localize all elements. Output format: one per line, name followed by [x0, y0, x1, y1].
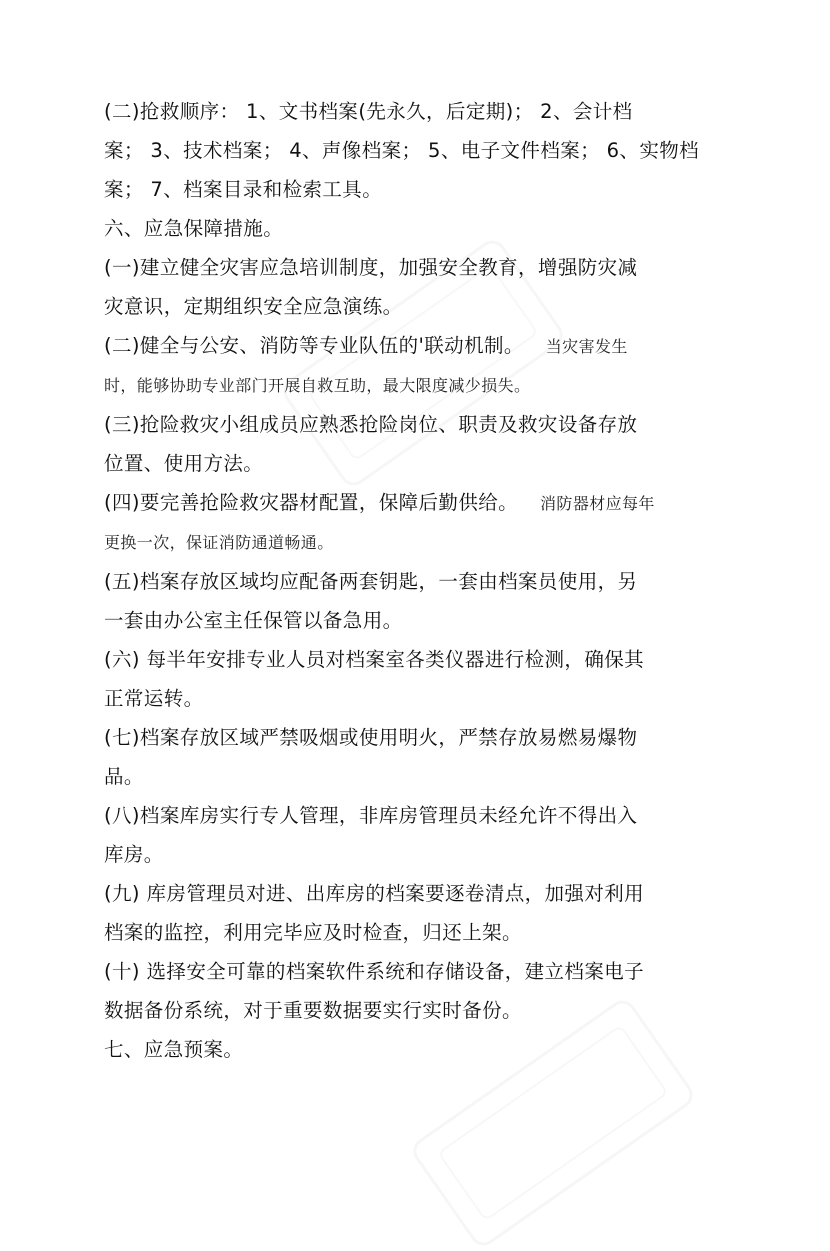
- text-line: 品。: [104, 765, 144, 788]
- text-line: (二)抢救顺序： 1、文书档案(先永久，后定期)； 2、会计档: [104, 100, 633, 123]
- text-segment: (二)健全与公安、消防等专业队伍的'联动机制。: [104, 334, 524, 357]
- text-segment: (四)要完善抢险救灾器材配置，保障后勤供给。: [104, 491, 519, 514]
- text-line: (十) 选择安全可靠的档案软件系统和存储设备，建立档案电子: [104, 960, 645, 983]
- text-line: (六) 每半年安排专业人员对档案室各类仪器进行检测，确保其: [104, 648, 645, 671]
- section-heading: 七、应急预案。: [104, 1038, 244, 1061]
- text-line: 库房。: [104, 843, 164, 866]
- text-line: 正常运转。: [104, 687, 204, 710]
- text-line: [104, 326, 744, 366]
- text-line: [104, 483, 744, 523]
- text-line: (一)建立健全灾害应急培训制度，加强安全教育，增强防灾减: [104, 256, 638, 279]
- text-segment: 消防器材应每年: [540, 494, 655, 513]
- text-line: 更换一次，保证消防通道畅通。: [104, 533, 334, 552]
- text-line: (五)档案存放区域均应配备两套钥匙，一套由档案员使用，另: [104, 570, 638, 593]
- text-line: 数据备份系统，对于重要数据要实行实时备份。: [104, 999, 522, 1022]
- document-body: [104, 92, 744, 1069]
- text-line: 时，能够协助专业部门开展自救互助，最大限度减少损失。: [104, 376, 531, 395]
- text-line: (七)档案存放区域严禁吸烟或使用明火，严禁存放易燃易爆物: [104, 726, 638, 749]
- text-line: (九) 库房管理员对进、出库房的档案要逐卷清点，加强对利用: [104, 882, 645, 905]
- text-line: 案； 3、技术档案； 4、声像档案； 5、电子文件档案； 6、实物档: [104, 139, 700, 162]
- text-line: (八)档案库房实行专人管理，非库房管理员未经允许不得出入: [104, 804, 638, 827]
- text-line: 一套由办公室主任保管以备急用。: [104, 609, 403, 632]
- text-line: 案； 7、档案目录和检索工具。: [104, 178, 383, 201]
- text-line: 灾意识，定期组织安全应急演练。: [104, 295, 403, 318]
- text-segment: 当灾害发生: [545, 337, 628, 356]
- text-line: (三)抢险救灾小组成员应熟悉抢险岗位、职责及救灾设备存放: [104, 413, 638, 436]
- section-heading: 六、应急保障措施。: [104, 217, 284, 240]
- text-line: 位置、使用方法。: [104, 452, 264, 475]
- text-line: 档案的监控，利用完毕应及时检查，归还上架。: [104, 921, 522, 944]
